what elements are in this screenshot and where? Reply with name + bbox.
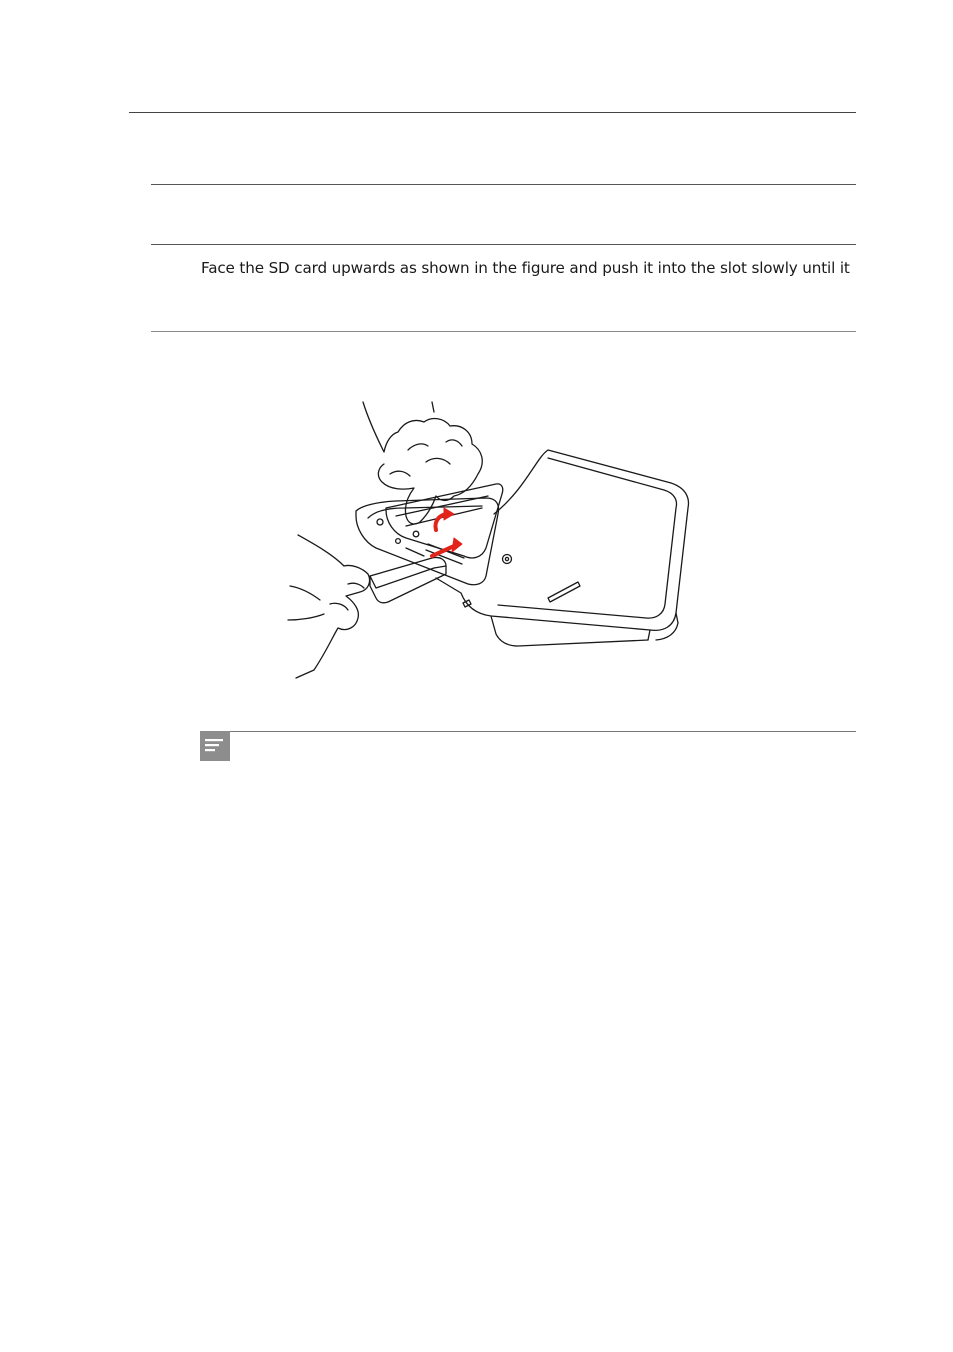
tablet-screen-bezel: [498, 458, 677, 618]
section-divider-bottom: [151, 331, 856, 332]
hand-top: [363, 402, 482, 524]
screw: [503, 555, 512, 564]
tablet-body-outline: [436, 450, 688, 630]
compartment-tray: [356, 498, 499, 585]
hand-left: [296, 535, 370, 678]
sd-card-insertion-illustration: [286, 398, 696, 684]
side-button: [548, 582, 580, 602]
header-rule: [129, 112, 856, 113]
sd-card: [370, 557, 446, 602]
section-divider-middle: [151, 244, 856, 245]
instruction-text: Face the SD card upwards as shown in the figure and push it into the slot slowly until it: [201, 259, 850, 277]
tablet-side-edge: [491, 616, 648, 646]
note-icon: [200, 731, 230, 761]
note-divider: [200, 731, 856, 732]
section-divider-top: [151, 184, 856, 185]
compartment-cover: [386, 484, 503, 558]
